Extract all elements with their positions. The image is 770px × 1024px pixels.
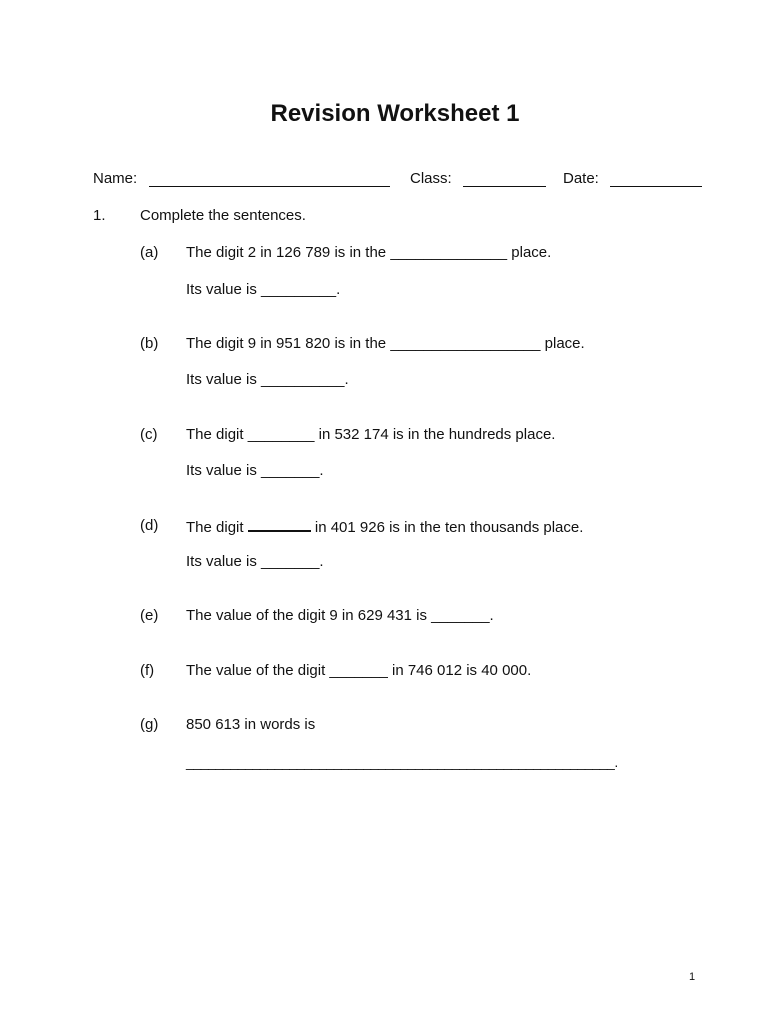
item-c-sentence (186, 426, 555, 444)
item-d-blank[interactable] (248, 517, 311, 532)
class-label: Class: (410, 170, 452, 187)
name-field[interactable] (149, 186, 390, 187)
item-b-pre: The digit 9 in 951 820 is in the (186, 335, 391, 352)
item-b-sentence (186, 335, 585, 353)
item-a-pre: The digit 2 in 126 789 is in the (186, 244, 391, 261)
item-a-post: place. (507, 244, 552, 261)
item-a-blank[interactable]: ______________ (390, 244, 508, 261)
item-b-blank[interactable]: __________________ (390, 335, 541, 352)
item-b-post: place. (540, 335, 585, 352)
item-d-post: in 401 926 is in the ten thousands place. (310, 519, 584, 536)
item-c-pre: The digit (186, 426, 248, 443)
item-e-sentence: The value of the digit 9 in 629 431 is _______. (186, 607, 494, 624)
question-instruction: Complete the sentences. (140, 207, 306, 224)
item-d-label: (d) (140, 517, 159, 534)
item-d-value: Its value is _______. (186, 553, 324, 570)
item-f-sentence: The value of the digit _______ in 746 012 is 40 000. (186, 662, 532, 679)
name-label: Name: (93, 170, 138, 187)
item-a-value: Its value is _________. (186, 281, 341, 298)
item-e-label: (e) (140, 607, 159, 624)
item-a-sentence (186, 244, 551, 262)
question-number: 1. (93, 207, 106, 224)
item-c-blank[interactable]: ________ (247, 426, 315, 443)
item-f-label: (f) (140, 662, 155, 679)
worksheet-title: Revision Worksheet 1 (270, 100, 520, 127)
item-g-sentence: 850 613 in words is (186, 716, 316, 733)
item-c-label: (c) (140, 426, 158, 443)
date-label: Date: (563, 170, 599, 187)
item-g-label: (g) (140, 716, 159, 733)
item-b-label: (b) (140, 335, 159, 352)
page-number: 1 (689, 971, 696, 983)
item-c-post: in 532 174 is in the hundreds place. (314, 426, 556, 443)
item-d-sentence (186, 517, 583, 537)
date-field[interactable] (610, 186, 702, 187)
item-d-pre: The digit (186, 519, 248, 536)
class-field[interactable] (463, 186, 546, 187)
item-a-label: (a) (140, 244, 159, 261)
item-g-answer-line[interactable]: __________________________________________________________. (186, 754, 618, 770)
item-b-value: Its value is __________. (186, 371, 349, 388)
item-c-value: Its value is _______. (186, 462, 324, 479)
